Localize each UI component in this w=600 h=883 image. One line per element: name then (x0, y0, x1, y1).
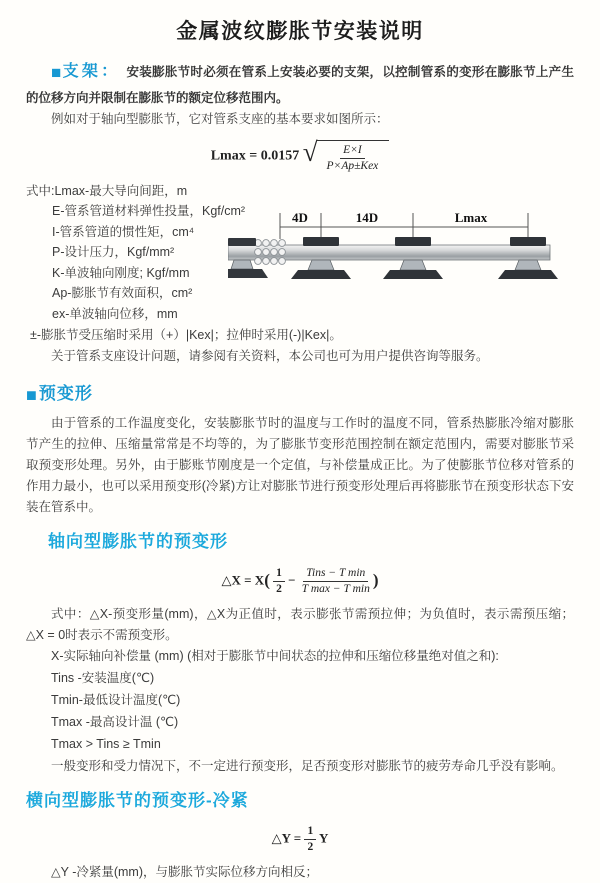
kex-note-line: ±-膨胀节受压缩时采用（+）|Kex|；拉伸时采用(-)|Kex|。 (30, 328, 342, 343)
pipe-support-diagram (228, 205, 580, 301)
temperature-fraction: $\frac{\text{Tins − T min}}{\text{T max − T min}}$ (301, 566, 370, 595)
definition-line: I-管系管道的惯性矩，cm⁴ (52, 224, 195, 239)
support-example-line: 例如对于轴向型膨胀节，它对管系支座的基本要求如图所示： (51, 111, 389, 126)
minus-sign: − (288, 572, 296, 588)
x-definition-line: X-实际轴向补偿量 (mm) (相对于膨胀节中间状态的拉伸和压缩位移量绝对值之和): (51, 648, 499, 663)
definition-line: ex-单波轴向位移，mm (52, 306, 178, 321)
definition-line: P-设计压力，Kgf/mm² (52, 245, 175, 260)
preform-heading-text: 预变形 (38, 384, 93, 404)
dimension-line (280, 213, 528, 239)
axial-explain-paragraph: 式中：△X-预变形量(mm)，△X为正值时，表示膨张节需预拉伸；为负值时，表示需预压缩；△X = 0时表示不需预变形。 (26, 606, 574, 642)
axial-note-line: 一般变形和受力情况下，不一定进行预变形，足否预变形对膨胀节的疲劳寿命几乎没有影响。 (51, 758, 564, 773)
definition-line: Ap-膨胀节有效面积，cm² (52, 286, 193, 301)
temperature-definitions-list (26, 667, 574, 755)
definitions-and-diagram (26, 181, 574, 325)
support-section-heading: 支架： (62, 63, 121, 81)
preform-body-paragraph: 由于管系的工作温度变化，安装膨胀节时的温度与工作时的温度不同，管系热膨胀冷缩对膨胀节产生的拉伸、压缩量常常是不均等的，为了膨胀节变形范围控制在额定范围内，需要对膨胀节采取预变形处理。另外，由于膨账节刚度是一个定值，与补偿量成正比。为了使膨胀节位移对管系的作用力最小，也可以采用预变形(冷紧)方让对膨胀节进行预变形处理后再将膨胀节在预变形状态下安装在管系中。 (26, 416, 574, 515)
lmax-formula-lhs: Lmax = 0.0157 (210, 148, 300, 164)
right-paren: ) (372, 570, 379, 590)
definition-line: K-单波轴向刚度; Kgf/mm (52, 265, 190, 280)
axial-preform-formula (26, 566, 574, 597)
dx-formula-lhs: △X = X (221, 572, 265, 588)
definition-line: E-管系管道材料弹性投量，Kgf/cm² (52, 204, 246, 219)
lmax-formula-denominator: P×Ap±Kex (326, 159, 379, 172)
temp-inequality-line: Tmax > Tins ≥ Tmin (51, 736, 161, 751)
preform-section-heading (26, 380, 574, 410)
dy-formula-rhs: Y (318, 830, 329, 846)
lateral-subheading: 横向型膨胀节的预变形-冷紧 (26, 790, 249, 810)
section-marker-square: ■ (26, 385, 38, 406)
support-intro-text: 安装膨胀节时必须在管系上安装必要的支架，以控制管系的变形在膨胀节上产生的位移方向并限制在膨胀节的额定位移范围内。 (26, 65, 574, 105)
temp-definition-line: Tmax -最高设计温 (℃) (51, 714, 179, 729)
lateral-preform-formula (26, 824, 574, 855)
dimension-label-4d: 4D (292, 209, 308, 225)
dimension-label-lmax: Lmax (454, 209, 488, 225)
lmax-formula-numerator: E×I (340, 143, 365, 159)
temp-definition-line: Tins -安装温度(℃) (51, 670, 155, 685)
axial-subheading: 轴向型膨胀节的预变形 (48, 532, 228, 552)
definition-line: 式中:Lmax-最大导向间距，m (26, 183, 188, 198)
lmax-formula (26, 136, 574, 174)
one-half-fraction: $\frac{1}{2}$ (304, 824, 316, 855)
support-paragraph (26, 59, 574, 109)
section-marker-square: ■ (51, 63, 62, 83)
radical-sign: √ $\frac{E\times I}{\text{P×Ap±Kex}}$ (303, 139, 390, 174)
dy-definition-line: △Y -冷紧量(mm)，与膨胀节实际位移方向相反； (51, 865, 319, 880)
one-half-fraction: $\frac{1}{2}$ (273, 566, 285, 597)
consult-note-line: 关于管系支座设计问题，请参阅有关资料，本公司也可为用户提供咨询等服务。 (51, 349, 489, 364)
dy-formula-lhs: △Y = (271, 830, 302, 846)
page-title: 金属波纹膨胀节安装说明 (176, 20, 424, 43)
temp-definition-line: Tmin-最低设计温度(℃) (51, 692, 181, 707)
left-paren: ( (264, 570, 270, 590)
dimension-label-14d: 14D (355, 209, 379, 225)
